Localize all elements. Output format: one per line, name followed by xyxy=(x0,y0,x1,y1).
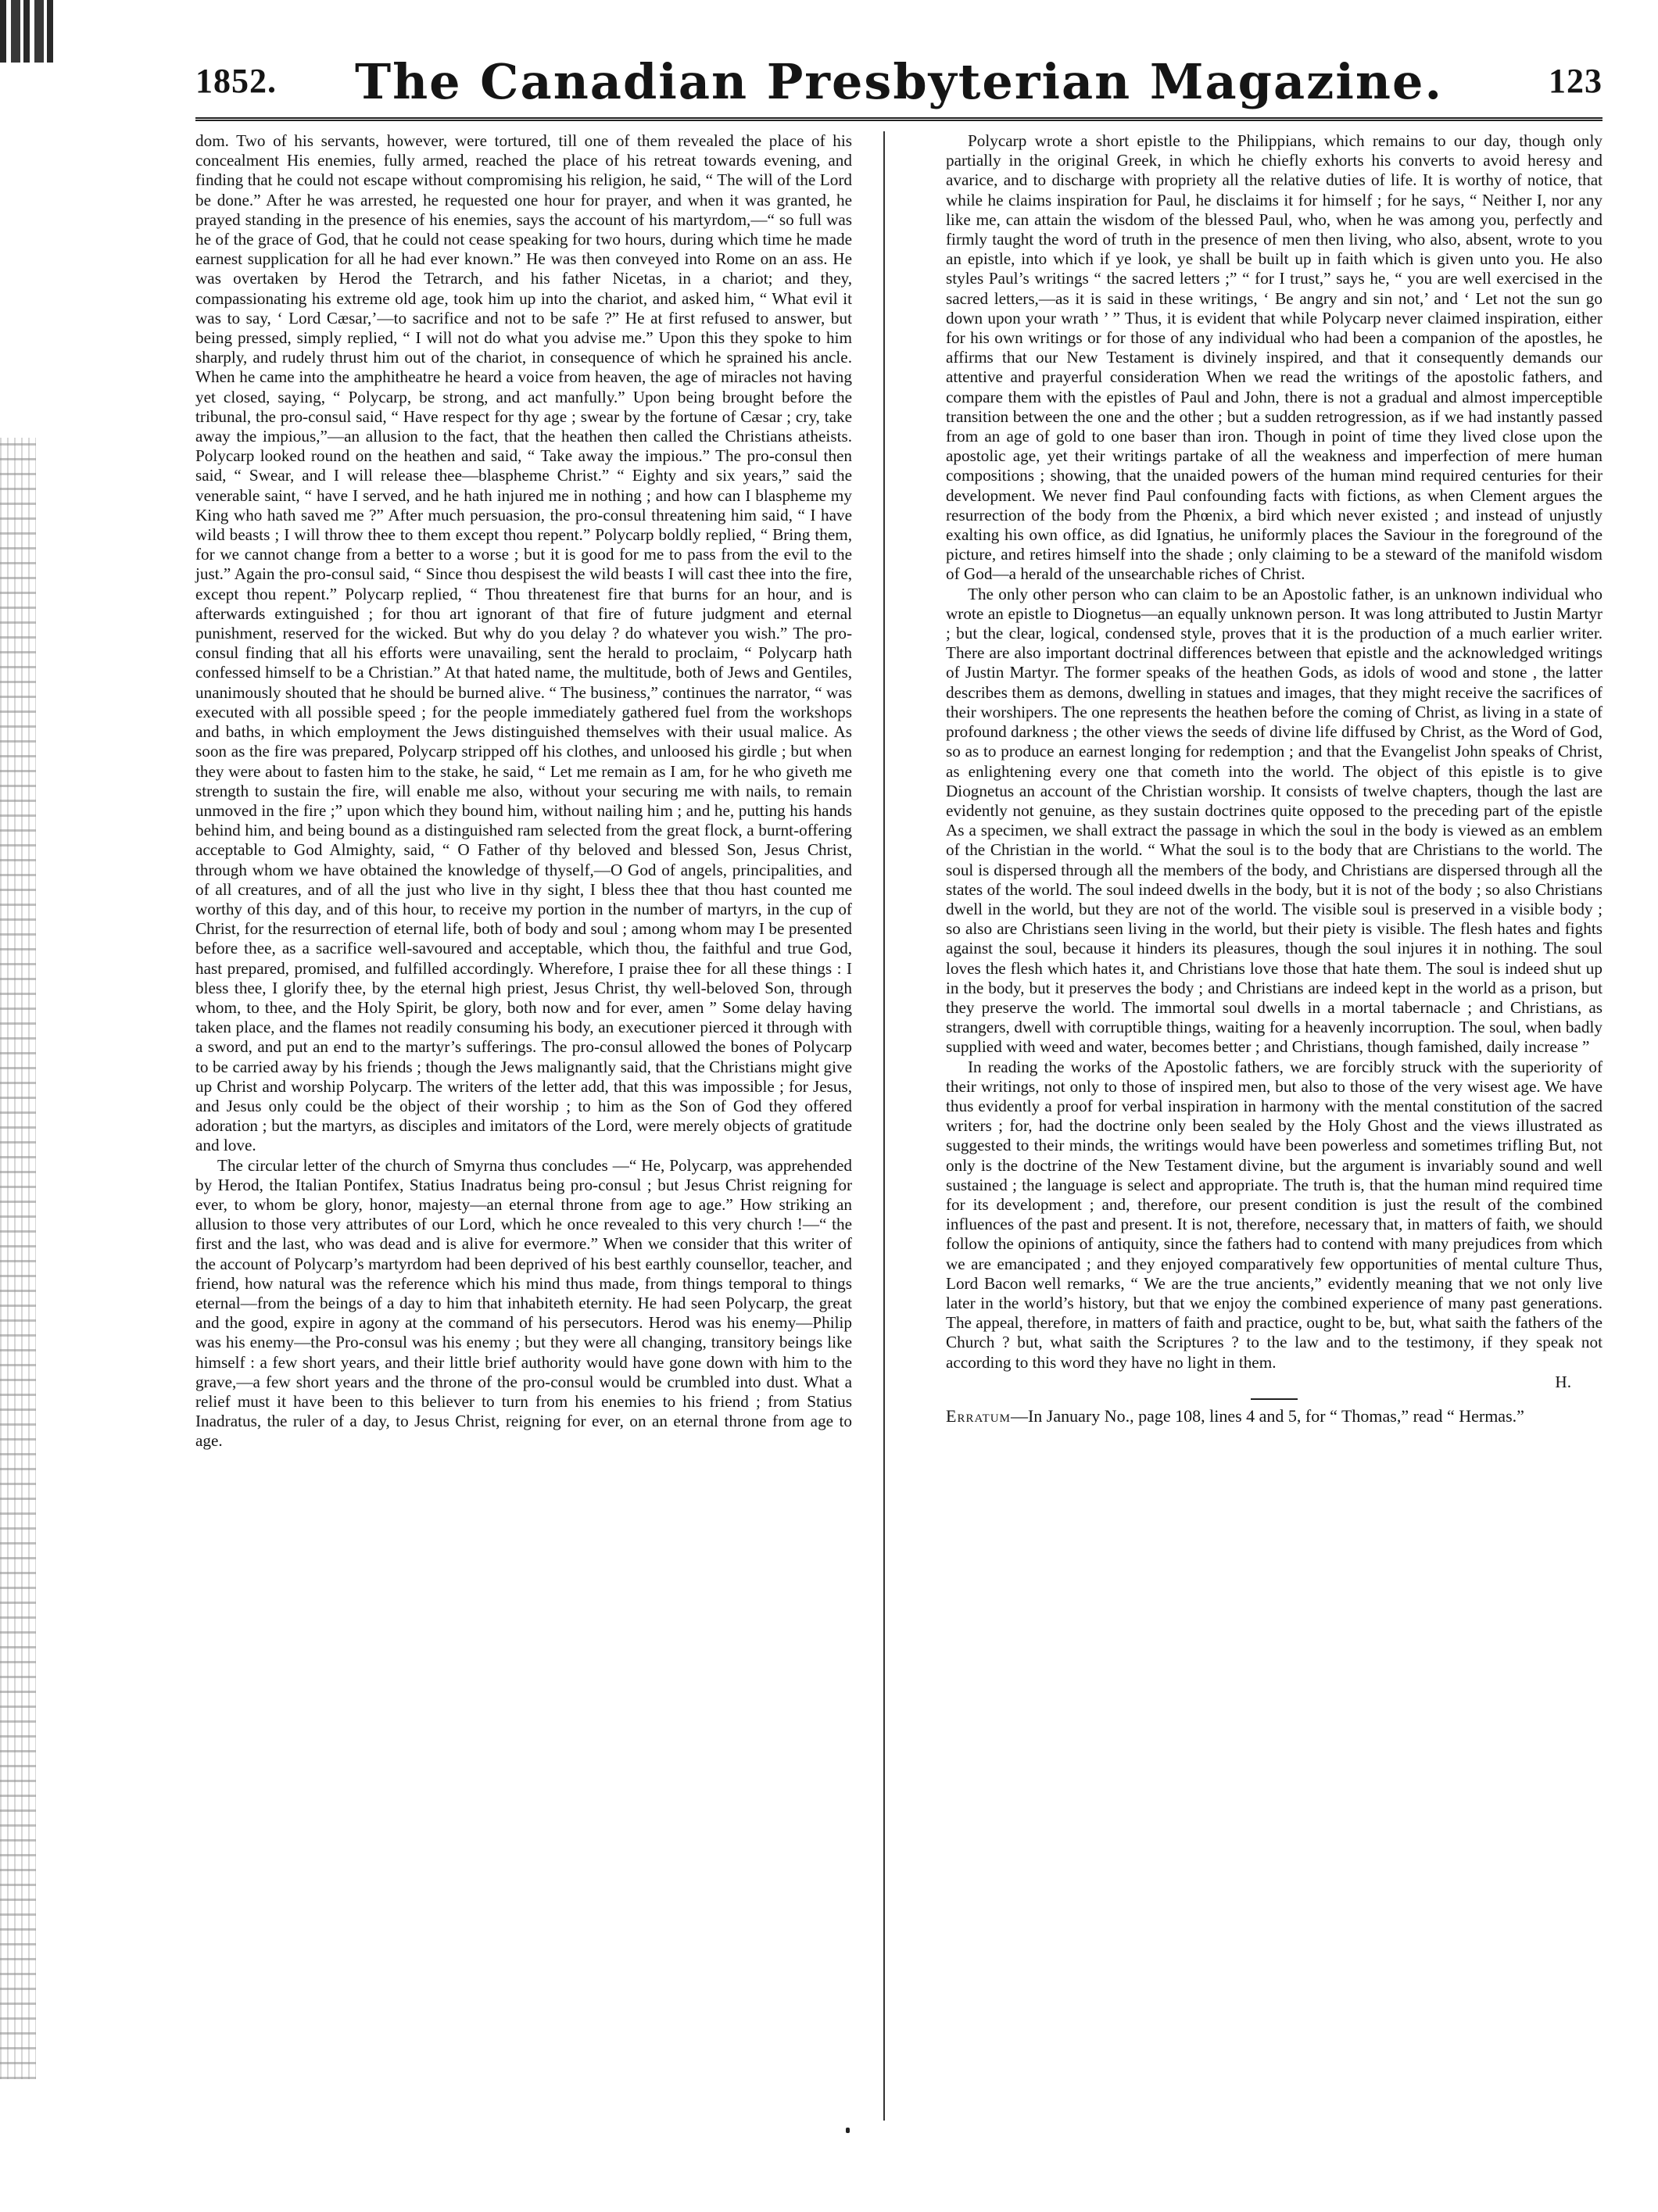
ink-speck xyxy=(846,2128,850,2133)
paragraph: The circular letter of the church of Smyrna thus concludes —“ He, Polycarp, was apprehended by Herod, the Italian Pontifex, Statius Inadratus being pro-consul ; but Jesus Christ reigning for ever, to whom be glory, honor, majesty—an eternal throne from age to age.” How striking an allusion to those very attributes of our Lord, which he once revealed to this very church !—“ the first and the last, who was dead and is alive for evermore.” When we consider that this writer of the account of Polycarp’s martyrdom had been deprived of his best earthly counsellor, teacher, and friend, how natural was the reference which his mind thus made, from things temporal to things eternal—from the beings of a day to him that inhabiteth eternity. He had seen Polycarp, the great and the good, expire in agony at the command of his persecutors. Herod was his enemy—Philip was his enemy—the Pro-consul was his enemy ; but they were all changing, transitory beings like himself : a few short years, and their little brief authority would have gone down with him to the grave,—a few short years and the throne of the pro-consul would be crumbled into dust. What a relief must it have been to this believer to turn from his enemies to his friend ; from Statius Inadratus, the ruler of a day, to Jesus Christ, reigning for ever, on an eternal throne from age to age. xyxy=(195,1155,852,1451)
paragraph: dom. Two of his servants, however, were tortured, till one of them revealed the place of his concealment His enemies, fully armed, reached the place of his retreat towards evening, and finding that he could not escape without compromising his religion, he said, “ The will of the Lord be done.” After he was arrested, he requested one hour for prayer, and when it was granted, he prayed standing in the presence of his enemies, says the account of his martyrdom,—“ so full was he of the grace of God, that he could not cease speaking for two hours, during which time he made earnest supplication for all he had ever known.” He was then conveyed into Rome on an ass. He was overtaken by Herod the Tetrarch, and his father Nicetas, in a chariot; and they, compassionating his extreme old age, took him up into the chariot, and asked him, “ What evil it was to say, ‘ Lord Cæsar,’—to sacrifice and not to be safe ?” He at first refused to answer, but being pressed, simply replied, “ I will not do what you advise me.” Upon this they spoke to him sharply, and rudely thrust him out of the chariot, in consequence of which he sprained his ancle. When he came into the amphitheatre he heard a voice from heaven, the age of miracles not having yet closed, saying, “ Polycarp, be strong, and act manfully.” Upon being brought before the tribunal, the pro-consul said, “ Have respect for thy age ; swear by the fortune of Cæsar ; cry, take away the impious,”—an allusion to the fact, that the heathen then called the Christians atheists. Polycarp looked round on the heathen and said, “ Take away the impious.” The pro-consul then said, “ Swear, and I will release thee—blaspheme Christ.” “ Eighty and six years,” said the venerable saint, “ have I served, and he hath injured me in nothing ; and how can I blaspheme my King who hath saved me ?” After much persuasion, the pro-consul threatening him said, “ I have wild beasts ; I will throw thee to them except thou repent.” Polycarp boldly replied, “ Bring them, for we cannot change from a better to a worse ; but it is good for me to pass from the evil to the just.” Again the pro-consul said, “ Since thou despisest the wild beasts I will cast thee into the fire, except thou repent.” Polycarp replied, “ Thou threatenest fire that burns for an hour, and is afterwards extinguished ; for thou art ignorant of that fire of future judgment and eternal punishment, reserved for the wicked. But why do you delay ? do whatever you wish.” The pro-consul finding that all his efforts were unavailing, sent the herald to proclaim, “ Polycarp hath confessed himself to be a Christian.” At that hated name, the multitude, both of Jews and Gentiles, unanimously shouted that he should be burned alive. “ The business,” continues the narrator, “ was executed with all possible speed ; for the people immediately gathered fuel from the workshops and baths, in which employment the Jews distinguished themselves with their usual malice. As soon as the fire was prepared, Polycarp stripped off his clothes, and unloosed his girdle ; but when they were about to fasten him to the stake, he said, “ Let me remain as I am, for he who giveth me strength to sustain the fire, will enable me also, without your securing me with nails, to remain unmoved in the fire ;” upon which they bound him, without nailing him ; and he, putting his hands behind him, and being bound as a distinguished ram selected from the great flock, a burnt-offering acceptable to God Almighty, said, “ O Father of thy beloved and blessed Son, Jesus Christ, through whom we have obtained the knowledge of thyself,—O God of angels, principalities, and of all creatures, and of all the just who live in thy sight, I bless thee that thou hast counted me worthy of this day, and of this hour, to receive my portion in the number of martyrs, in the cup of Christ, for the resurrection of eternal life, both of body and soul ; among whom may I be presented before thee, as a sacrifice well-savoured and acceptable, which thou, the faithful and true God, hast prepared, promised, and fulfilled accordingly. Wherefore, I praise thee for all these things : I bless thee, I glorify thee, by the eternal high priest, Jesus Christ, thy well-beloved Son, through whom, to thee, and the Holy Spirit, be glory, both now and for ever, amen ” Some delay having taken place, and the flames not readily consuming his body, an executioner pierced it through with a sword, and put an end to the martyr’s sufferings. The pro-consul allowed the bones of Polycarp to be carried away by his friends ; though the Jews malignantly said, that the Christians might give up Christ and worship Polycarp. The writers of the letter add, that this was impossible ; for Jesus, and Jesus only could be the object of their worship ; to him as the Son of God they offered adoration ; but the martyrs, as disciples and imitators of the Lord, were merely objects of gratitude and love. xyxy=(195,131,852,1155)
header-rule xyxy=(195,117,1602,121)
scan-binding-shadow xyxy=(0,438,36,2079)
magazine-title: The Canadian Presbyterian Magazine. xyxy=(354,53,1444,110)
erratum-note xyxy=(946,1406,1602,1426)
section-rule xyxy=(1251,1398,1298,1400)
paragraph: In reading the works of the Apostolic fathers, we are forcibly struck with the superiority of their writings, not only to those of inspired men, but also to those of the very wisest age. We have thus evidently a proof for verbal inspiration in harmony with the mental constitution of the sacred writers ; for, had the doctrine only been sealed by the Holy Ghost and the views illustrated as suggested to their minds, the writings would have been powerless and sometimes trifling But, not only is the doctrine of the New Testament divine, but the argument is invariably sound and well sustained ; the language is select and appropriate. The truth is, that the human mind required time for its development ; and, therefore, our present condition is just the result of the combined influences of the past and present. It is not, therefore, necessary that, in matters of faith, we should follow the opinions of antiquity, since the fathers had to contend with many prejudices from which we are emancipated ; and they enjoyed comparatively few opportunities of mental culture Thus, Lord Bacon well remarks, “ We are the true ancients,” evidently meaning that we not only live later in the world’s history, but that we enjoy the combined experience of many past generations. The appeal, therefore, in matters of faith and practice, ought to be, but, what saith the fathers of the Church ? but, what saith the Scriptures ? to the law and to the testimony, if they speak not according to this word they have no light in them. xyxy=(946,1057,1602,1372)
erratum-label: Erratum xyxy=(946,1406,1011,1426)
author-signature: H. xyxy=(1555,1372,1571,1391)
paragraph: The only other person who can claim to be an Apostolic father, is an unknown individual who wrote an epistle to Diognetus—an equally unknown person. It was long attributed to Justin Martyr ; but the clear, logical, condensed style, proves that it is the production of a much earlier writer. There are also important doctrinal differences between that epistle and the acknowledged writings of Justin Martyr. The former speaks of the heathen Gods, as idols of wood and stone , the latter describes them as demons, dwelling in statues and images, that they might receive the sacrifices of their worshipers. The one represents the heathen before the coming of Christ, as living in a state of profound darkness ; the other views the seeds of divine life diffused by Christ, as the Word of God, so as to produce an earnest longing for redemption ; and that the Evangelist John speaks of Christ, as enlightening every one that cometh into the world. The object of this epistle is to give Diognetus an account of the Christian worship. It consists of twelve chapters, though the last are evidently not genuine, as they sustain doctrines quite opposed to the preceding part of the epistle As a specimen, we shall extract the passage in which the soul in the body is viewed as an emblem of the Christian in the world. “ What the soul is to the body that are Christians to the world. The soul is dispersed through all the members of the body, and Christians are dispersed through all the states of the world. The soul indeed dwells in the body, but it is not of the body ; so also Christians dwell in the world, but they are not of the world. The visible soul is preserved in a visible body ; so also are Christians seen living in the world, but their piety is visible. The flesh hates and fights against the soul, because it hinders its pleasures, though the soul injures it in nothing. The soul loves the flesh which hates it, and Christians love those that hate them. The soul is indeed shut up in the body, but it preserves the body ; and Christians are indeed kept in the world as a prison, but they preserve the world. The immortal soul dwells in a mortal tabernacle ; and Christians, as strangers, dwell with corruptible things, waiting for a heavenly incorruption. The soul, when badly supplied with weed and water, becomes better ; and Christians, though famished, daily increase ” xyxy=(946,584,1602,1057)
scan-edge-artifact xyxy=(0,0,55,63)
page-header xyxy=(195,53,1602,110)
column-divider xyxy=(883,131,885,2121)
right-column xyxy=(946,131,1602,1426)
header-year: 1852. xyxy=(195,62,277,100)
page-number: 123 xyxy=(1549,62,1602,100)
paragraph: Polycarp wrote a short epistle to the Philippians, which remains to our day, though only partially in the original Greek, in which he chiefly exhorts his converts to avoid heresy and avarice, and to discharge with propriety all the relative duties of life. It is worthy of notice, that while he claims inspiration for Paul, he disclaims it for himself ; for he says, “ Neither I, nor any like me, can attain the wisdom of the blessed Paul, who, when he was among you, perfectly and firmly taught the word of truth in the presence of men then living, who also, absent, wrote to you an epistle, into which if ye look, ye shall be built up in faith which is given unto you. He also styles Paul’s writings “ the sacred letters ;” “ for I trust,” says he, “ you are well exercised in the sacred letters,—as it is said in these writings, ‘ Be angry and sin not,’ and ‘ Let not the sun go down upon your wrath ’ ” Thus, it is evident that while Polycarp never claimed inspiration, either for his own writings or for those of any individual who had been a companion of the apostles, he affirms that our New Testament is divinely inspired, and that it consequently demands our attentive and prayerful consideration When we read the writings of the apostolic fathers, and compare them with the epistles of Paul and John, there is not a gradual and almost imperceptible transition between the one and the other ; but a sudden retrogression, as if we had instantly passed from an age of gold to one baser than iron. Though in point of time they lived close upon the apostolic age, yet their writings partake of all the weakness and imperfection of mere human compositions ; showing, that the unaided powers of the human mind required centuries for their development. We never find Paul confounding facts with fictions, as when Clement argues the resurrection of the body from the Phœnix, a bird which never existed ; and instead of unjustly exalting his own office, as did Ignatius, he uniformly places the Saviour in the foreground of the picture, and retires himself into the shade ; only claiming to be a steward of the manifold wisdom of God—a herald of the unsearchable riches of Christ. xyxy=(946,131,1602,584)
left-column xyxy=(195,131,852,1451)
erratum-text: —In January No., page 108, lines 4 and 5, for “ Thomas,” read “ Hermas.” xyxy=(1010,1406,1524,1426)
